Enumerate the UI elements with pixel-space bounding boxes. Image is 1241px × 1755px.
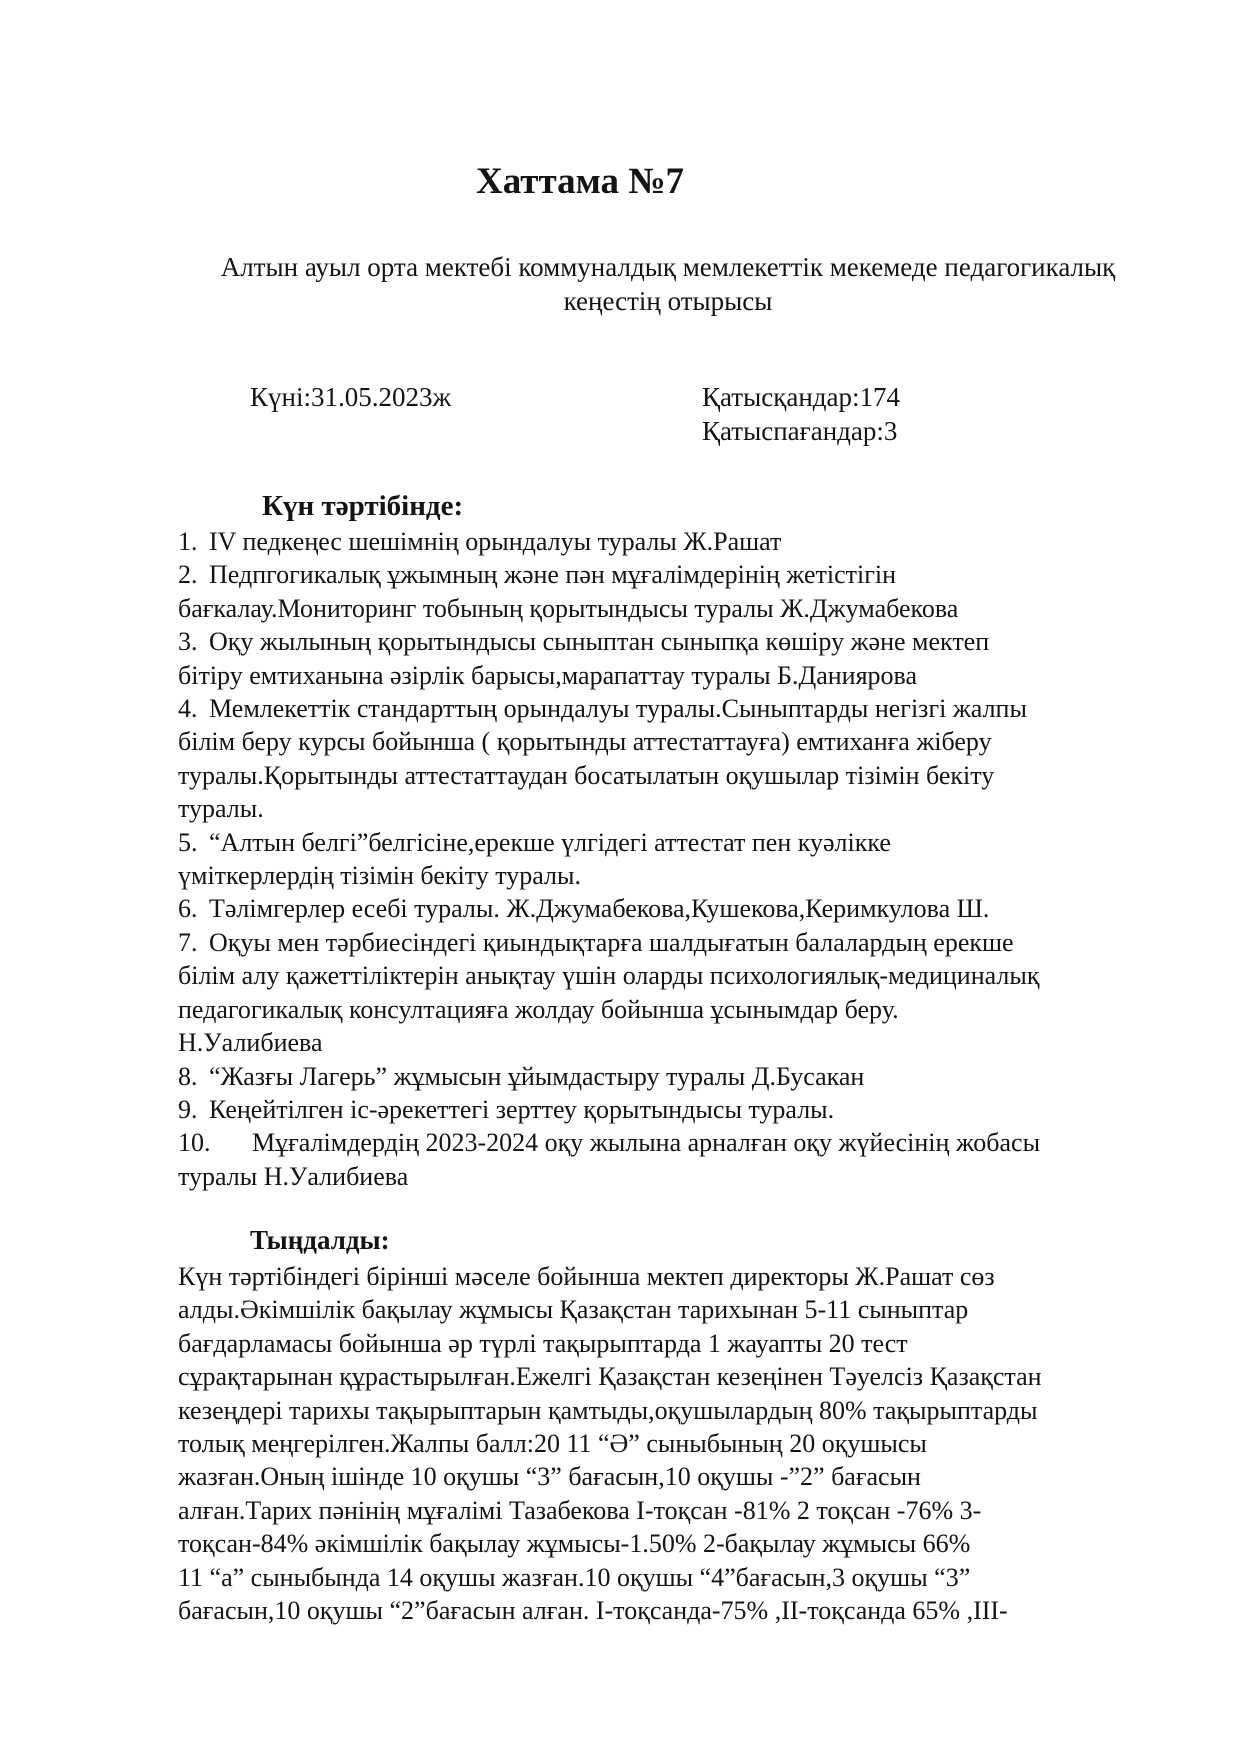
agenda-item-text: білім алу қажеттіліктерін анықтау үшін оларды психологиялық-медициналық xyxy=(178,961,1040,991)
document-title: Хаттама №7 xyxy=(476,161,684,202)
agenda-item-text: бағкалау.Мониторинг тобының қорытындысы туралы Ж.Джумабекова xyxy=(178,593,959,623)
agenda-item-number: 2. xyxy=(178,560,198,590)
agenda-item xyxy=(178,926,1168,1060)
agenda-item-text: Н.Уалибиева xyxy=(178,1028,323,1058)
agenda-item-text: Мұғалімдердің 2023-2024 оқу жылына арналған оқу жүйесінің жобасы xyxy=(252,1128,1041,1158)
agenda-item-number: 4. xyxy=(178,694,198,724)
agenda-item-text: педагогикалық консултацияға жолдау бойынша ұсынымдар беру. xyxy=(178,994,899,1024)
meeting-date: Күні:31.05.2023ж xyxy=(250,382,452,412)
agenda-item xyxy=(178,692,1168,826)
paragraph-line: толық меңгерілген.Жалпы балл:20 11 “Ә” сыныбының 20 оқушысы xyxy=(178,1429,927,1459)
paragraph-line: тоқсан-84% әкімшілік бақылау жұмысы-1.50% 2-бақылау жұмысы 66% xyxy=(178,1529,971,1559)
absent-count: Қатыспағандар:3 xyxy=(702,416,898,446)
agenda-item xyxy=(178,525,1168,558)
agenda-item xyxy=(178,1060,1168,1093)
agenda-item-text: “Жазғы Лагерь” жұмысын ұйымдастыру туралы Д.Бусакан xyxy=(209,1061,865,1091)
agenda-item-number: 8. xyxy=(178,1061,198,1091)
agenda-item-number: 1. xyxy=(178,527,198,556)
agenda-item xyxy=(178,1093,1168,1126)
agenda-item xyxy=(178,892,1168,925)
paragraph-line: бағдарламасы бойынша әр түрлі тақырыптарда 1 жауапты 20 тест xyxy=(178,1328,908,1358)
agenda-list xyxy=(178,525,1168,1193)
agenda-heading: Күн тәртібінде: xyxy=(262,490,464,522)
paragraph-line: жазған.Оның ішінде 10 оқушы “3” бағасын,10 оқушы -”2” бағасын xyxy=(178,1462,921,1492)
listened-paragraph xyxy=(178,1260,1163,1627)
agenda-item-text: үміткерлердің тізімін бекіту туралы. xyxy=(178,861,581,891)
agenda-item xyxy=(178,558,1168,625)
listened-heading: Тыңдалды: xyxy=(250,1225,390,1255)
agenda-item-number: 9. xyxy=(178,1094,198,1124)
agenda-item-text: бітіру емтиханына әзірлік барысы,марапаттау туралы Б.Даниярова xyxy=(178,660,918,690)
agenda-item xyxy=(178,625,1168,692)
subtitle-line: кеңестің отырысы xyxy=(563,286,773,316)
agenda-item-number: 5. xyxy=(178,827,198,857)
agenda-item-number: 10. xyxy=(178,1128,211,1158)
attendance-block xyxy=(702,380,900,448)
paragraph-line: кезеңдері тарихы тақырыптарын қамтыды,оқушылардың 80% тақырыптарды xyxy=(178,1395,1038,1425)
paragraph-line: Күн тәртібіндегі бірінші мәселе бойынша мектеп директоры Ж.Рашат сөз xyxy=(178,1262,995,1291)
agenda-item-text: Оқуы мен тәрбиесіндегі қиындықтарға шалдығатын балалардың ерекше xyxy=(209,927,1014,957)
agenda-item-text: Оқу жылының қорытындысы сыныптан сыныпқа көшіру және мектеп xyxy=(209,627,990,657)
agenda-item-text: білім беру курсы бойынша ( қорытынды аттестаттауға) емтиханға жіберу xyxy=(178,727,992,757)
agenda-item-text: туралы. xyxy=(178,794,264,824)
paragraph-line: сұрақтарынан құрастырылған.Ежелгі Қазақстан кезеңінен Тәуелсіз Қазақстан xyxy=(178,1362,1042,1392)
agenda-item-text: Тәлімгерлер есебі туралы. Ж.Джумабекова,Кушекова,Керимкулова Ш. xyxy=(209,894,990,924)
agenda-item-number: 3. xyxy=(178,627,198,657)
subtitle-line: Алтын ауыл орта мектебі коммуналдық мемлекеттік мекемеде педагогикалық xyxy=(220,252,1116,282)
agenda-item-text: “Алтын белгі”белгісіне,ерекше үлгідегі аттестат пен куәлікке xyxy=(209,827,891,857)
agenda-item-number: 6. xyxy=(178,894,198,924)
paragraph-line: бағасын,10 оқушы “2”бағасын алған. І-тоқсанда-75% ,ІІ-тоқсанда 65% ,ІІІ- xyxy=(178,1596,1008,1626)
agenda-item-text: Кеңейтілген іс-әрекеттегі зерттеу қорытындысы туралы. xyxy=(209,1094,835,1124)
agenda-item-text: туралы.Қорытынды аттестаттаудан босатылатын оқушылар тізімін бекіту xyxy=(178,760,995,790)
agenda-item-text: Мемлекеттік стандарттың орындалуы туралы.Сыныптарды негізгі жалпы xyxy=(209,694,1027,724)
agenda-item-text: Педпгогикалық ұжымның және пән мұғалімдерінің жетістігін xyxy=(209,560,897,590)
agenda-item-number: 7. xyxy=(178,927,198,957)
agenda-item-text: IV педкеңес шешімнің орындалуы туралы Ж.Рашат xyxy=(209,527,782,556)
document-subtitle xyxy=(178,250,1158,318)
agenda-item-text: туралы Н.Уалибиева xyxy=(178,1161,409,1191)
agenda-item xyxy=(178,1126,1168,1193)
paragraph-line: алды.Әкімшілік бақылау жұмысы Қазақстан тарихынан 5-11 сыныптар xyxy=(178,1295,969,1325)
paragraph-line: 11 “а” сыныбында 14 оқушы жазған.10 оқушы “4”бағасын,3 оқушы “3” xyxy=(178,1562,971,1592)
paragraph-line: алған.Тарих пәнінің мұғалімі Тазабекова І-тоқсан -81% 2 тоқсан -76% 3- xyxy=(178,1495,982,1525)
attended-count: Қатысқандар:174 xyxy=(702,382,900,412)
agenda-item xyxy=(178,826,1168,893)
